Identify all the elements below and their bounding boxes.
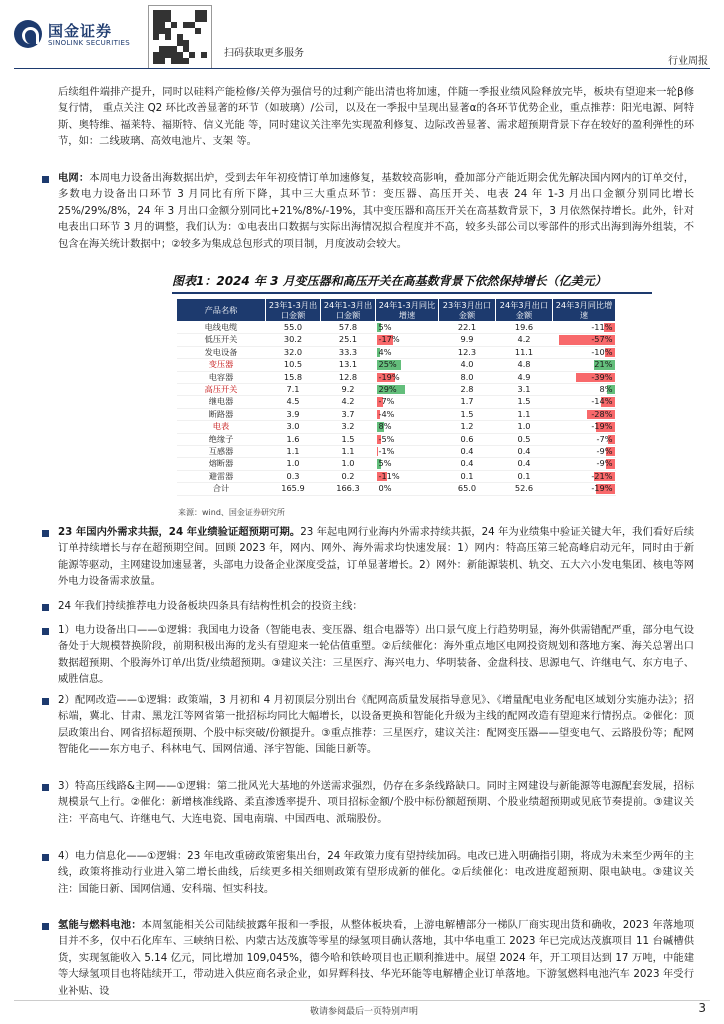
paragraph-distribution: 2）配网改造——①逻辑：政策端，3 月初和 4 月初顶层分别出台《配网高质量发展指导意见》、《增量配电业务配电区域划分实施办法》；招标端，冀北、甘肃、黑龙江等网省第一批招标均同比大幅增长，以设备更换和智能化升级为主线的配网改造有望迎来行情拐点。②催化：顶层政策出台、网省招标超预期、个股中标突破/份额提升。③重点推荐：三星医疗，建议关注：配网变压器——望变电气、云路股份等；配网智能化——东方电子、科林电气、国网信通、泽宇智能、国能日新等。 [58,694,694,756]
table-header: 24年1-3月同比增速 [376,299,439,322]
table-cell: 65.0 [439,483,496,495]
growth-bar-label: 8% [599,384,613,395]
growth-bar-cell [376,396,439,408]
table-cell: 12.3 [439,346,496,358]
table-cell: 11.1 [496,346,553,358]
figure-title-text: 图表1：2024 年 3 月变压器和高压开关在高基数背景下依然保持增长（亿美元） [172,274,607,288]
qr-module [153,34,159,40]
growth-bar-label: -11% [591,322,613,332]
table-cell: 30.2 [266,334,321,346]
paragraph-uhv: 3）特高压线路&主网——①逻辑：第二批风光大基地的外送需求强烈，仍存在多条线路缺口。同时主网建设与新能源等电源配套发展，招标规模景气上行。②催化：新增核准线路、柔直渗透率提升、项目招标金额/个股中标份额超预期、个股业绩超预期或见底节奏提前。③建议关注：平高电气、许继电气、大连电瓷、国电南瑞、中国西电、派瑞股份。 [58,780,694,825]
table-cell: 发电设备 [177,346,266,358]
table-cell: 4.9 [496,371,553,383]
figure-title [172,270,652,294]
paragraph-hydrogen [58,917,694,997]
growth-bar-label: -4% [378,408,395,419]
bullet-icon [42,854,49,861]
table-cell: 断路器 [177,408,266,420]
table-cell: 19.6 [496,322,553,334]
growth-bar-cell [553,470,616,482]
growth-bar-label: -19% [591,421,613,432]
qr-module [183,58,189,64]
table-header: 24年3月出口金额 [496,299,553,322]
table-cell: 0.4 [439,458,496,470]
table-cell: 1.0 [496,421,553,433]
table-cell: 高压开关 [177,384,266,396]
bullet-icon [42,176,49,183]
table-cell: 32.0 [266,346,321,358]
table-header: 23年3月出口金额 [439,299,496,322]
qr-module [165,34,171,40]
growth-bar-label: -19% [378,371,400,382]
growth-bar-label: 5% [378,322,392,332]
growth-bar-label: 4% [378,346,392,357]
table-cell: 1.7 [439,396,496,408]
table-cell: 1.5 [321,433,376,445]
table-cell: 1.0 [266,458,321,470]
brand-name-en: SINOLINK SECURITIES [48,39,130,47]
table-cell: 33.3 [321,346,376,358]
growth-bar-cell [376,408,439,420]
page-number: 3 [698,1001,706,1015]
table-cell: 电线电缆 [177,322,266,334]
growth-bar-cell [553,359,616,371]
table-cell: 12.8 [321,371,376,383]
brand-logo-icon [14,20,42,48]
growth-bar-cell [376,446,439,458]
table-cell: 0.4 [439,446,496,458]
bullet-icon [42,923,49,930]
growth-bar-cell [376,470,439,482]
table-cell: 继电器 [177,396,266,408]
growth-bar-label: -21% [591,470,613,481]
table-row [177,433,616,445]
table-cell: 9.2 [321,384,376,396]
table-cell: 0.5 [496,433,553,445]
table-cell: 15.8 [266,371,321,383]
paragraph-grid-lead: 电网： [58,172,90,184]
table-cell: 0.6 [439,433,496,445]
table-cell: 3.1 [496,384,553,396]
table-cell: 1.0 [321,458,376,470]
table-cell: 绝缘子 [177,433,266,445]
table-row [177,359,616,371]
growth-bar-cell [376,371,439,383]
paragraph-mainlines: 24 年我们持续推荐电力设备板块四条具有结构性机会的投资主线： [58,600,363,612]
table-cell: 0.4 [496,458,553,470]
paragraph-solar: 后续组件端排产提升，同时以硅料产能检修/关停为强信号的过剩产能出清也将加速，伴随一季报业绩风险释放完毕，板块有望迎来一轮β修复行情， 重点关注 Q2 环比改善显著的环节（如玻璃）/公司，以及在一季报中呈现出显著α的各环节优势企业，重点推荐：阳光电源、阿特斯、奥特维、福莱特、福斯特、信义光能 等，同时建议关注率先实现盈利修复、边际改善显著、需求超预期背景下存在较好的盈利弹性的环节，如：二线玻璃、高效电池片、支架 等。 [58,86,694,148]
table-cell: 1.1 [496,408,553,420]
table-cell: 13.1 [321,359,376,371]
qr-module [195,28,201,34]
table-cell: 0.2 [321,470,376,482]
growth-bar-cell [553,421,616,433]
qr-code-icon[interactable] [148,5,212,69]
growth-bar-label: -14% [591,396,613,407]
growth-bar-label: -10% [591,346,613,357]
table-row [177,470,616,482]
paragraph-hydrogen-lead: 氢能与燃料电池： [58,919,142,931]
growth-bar-label: -28% [591,408,613,419]
table-header: 23年1-3月出口金额 [266,299,321,322]
growth-bar-label: 29% [378,384,397,395]
table-row [177,458,616,470]
growth-bar-cell [553,334,616,346]
table-row [177,322,616,334]
growth-bar-cell [553,346,616,358]
growth-bar-cell [553,446,616,458]
table-cell: 1.2 [439,421,496,433]
table-cell: 避雷器 [177,470,266,482]
table-cell: 4.5 [266,396,321,408]
growth-bar-cell [376,334,439,346]
table-cell: 9.9 [439,334,496,346]
growth-bar-cell [376,483,439,495]
table-cell: 57.8 [321,322,376,334]
table-cell: 0.3 [266,470,321,482]
table-cell: 22.1 [439,322,496,334]
growth-bar-label: -39% [591,371,613,382]
growth-bar-cell [376,359,439,371]
table-cell: 3.0 [266,421,321,433]
growth-bar-label: -7% [596,433,613,444]
export-table [176,298,616,496]
paragraph-export: 1）电力设备出口——①逻辑：我国电力设备（智能电表、变压器、组合电器等）出口景气度上行趋势明显，海外供需错配严重，部分电气设备处于大规模替换阶段，前期积极出海的龙头有望迎来一轮估值重塑。②后续催化：海外重点地区电网投资规划和落地方案、海关总署出口数据超预期、个股海外订单/出货/业绩超预期。③建议关注：三星医疗、海兴电力、华明装备、金盘科技、思源电气、许继电气、东方电子、威胜信息。 [58,624,694,686]
brand-name-cn: 国金证券 [48,22,113,40]
qr-label: 扫码获取更多服务 [224,48,304,59]
growth-bar-cell [553,371,616,383]
growth-bar-cell [376,458,439,470]
table-cell: 4.2 [496,334,553,346]
report-type: 行业周报 [668,56,708,67]
growth-bar-cell [376,346,439,358]
table-cell: 7.1 [266,384,321,396]
footer-disclaimer: 敬请参阅最后一页特别声明 [310,1007,419,1017]
growth-bar-cell [553,384,616,396]
table-row [177,371,616,383]
table-cell: 25.1 [321,334,376,346]
table-header-row [177,299,616,322]
growth-bar-label: -11% [378,470,400,481]
table-header: 产品名称 [177,299,266,322]
growth-bar-label: 5% [378,458,392,469]
growth-bar-label: 0% [378,483,392,494]
table-cell: 熔断器 [177,458,266,470]
figure-source: 来源：wind、国金证券研究所 [178,508,285,517]
table-cell: 3.2 [321,421,376,433]
table-row [177,483,616,495]
growth-bar-label: 21% [594,359,613,370]
growth-bar-cell [553,396,616,408]
table-row [177,446,616,458]
paragraph-hydrogen-body: 本周氢能相关公司陆续披露年报和一季报，从整体板块看，上游电解槽部分一梯队厂商实现出货和确收，2023 年落地项目并不多，仅中石化库车、三峡纳日松、内蒙古达茂旗等零星的绿氢项目确认落地，其中华电重工 2023 年已完成达茂旗项目 11 台碱槽供货，实现氢能收入 5.14 亿元，同比增加 109,045%，德今哈和铁岭项目也正顺利推进中。展望 2024 年，开工项目达到 17 万吨，中能建等大绿氢项目也将陆续开工，带动进入供应商名录企业，如昇辉科技、华光环能等电解槽企业订单落地。下游氢燃料电池汽车 2023 年受行业补贴、设 [58,919,694,997]
table-cell: 0.4 [496,446,553,458]
qr-module [201,16,207,22]
table-cell: 55.0 [266,322,321,334]
table-row [177,408,616,420]
bullet-icon [42,784,49,791]
qr-module [189,52,195,58]
table-cell: 4.2 [321,396,376,408]
growth-bar-cell [376,433,439,445]
table-cell: 变压器 [177,359,266,371]
table-cell: 52.6 [496,483,553,495]
table-cell: 0.1 [439,470,496,482]
growth-bar-cell [553,408,616,420]
growth-bar-cell [376,322,439,334]
bullet-icon [42,698,49,705]
table-cell: 电容器 [177,371,266,383]
growth-bar-cell [376,421,439,433]
paragraph-grid [58,170,694,252]
qr-module [171,22,177,28]
paragraph-demand-lead: 23 年国内外需求共振，24 年业绩验证超预期可期。 [58,526,301,538]
table-cell: 1.1 [321,446,376,458]
bullet-icon [42,530,49,537]
table-row [177,421,616,433]
table-cell: 4.0 [439,359,496,371]
table-cell: 2.8 [439,384,496,396]
table-header: 24年1-3月出口金额 [321,299,376,322]
table-cell: 166.3 [321,483,376,495]
paragraph-demand-body: 23 年起电网行业海内外需求持续共振，24 年为业绩集中验证关键大年，我们看好后续订单持续增长与存在超预期空间。回顾 2023 年，网内、网外、海外需求均快速发展：1）网内：特高压第三轮高峰启动元年，同时由于新能源等驱动，主网建设加速显著，头部电力设备企业深度受益，订单显著增长。2）网外：新能源装机、轨交、五大六小发电集团、核电等网外电力设备需求放量。 [58,526,695,588]
growth-bar-label: -9% [596,446,613,457]
growth-bar-cell [553,458,616,470]
table-cell: 4.8 [496,359,553,371]
table-cell: 0.1 [496,470,553,482]
paragraph-informatization: 4）电力信息化——①逻辑：23 年电改重磅政策密集出台，24 年政策力度有望持续加码。电改已进入明确指引期，将成为未来至少两年的主线，政策将推动行业进入第二增长曲线，后续更多相关细则政策有望形成新的催化。②后续催化：电改进度超预期、限电缺电。③建议关注：国能日新、国网信通、安科瑞、恒实科技。 [58,850,694,895]
table-cell: 电表 [177,421,266,433]
growth-bar-label: -1% [378,446,395,457]
table-cell: 3.9 [266,408,321,420]
growth-bar-label: -7% [378,396,395,407]
table-cell: 低压开关 [177,334,266,346]
table-cell: 1.5 [439,408,496,420]
table-cell: 165.9 [266,483,321,495]
table-cell: 10.5 [266,359,321,371]
qr-module [159,58,165,64]
growth-bar-label: -5% [378,433,395,444]
growth-bar-label: -17% [378,334,400,345]
growth-bar-label: 8% [378,421,392,432]
growth-bar-cell [553,483,616,495]
table-cell: 互感器 [177,446,266,458]
table-cell: 3.7 [321,408,376,420]
table-row [177,346,616,358]
growth-bar-label: 25% [378,359,397,370]
table-cell: 合计 [177,483,266,495]
growth-bar-label: -57% [591,334,613,345]
table-cell: 1.5 [496,396,553,408]
table-header: 24年3月同比增速 [553,299,616,322]
bullet-icon [42,628,49,635]
table-cell: 1.1 [266,446,321,458]
table-cell: 8.0 [439,371,496,383]
growth-bar-cell [553,433,616,445]
footer-divider [14,1000,710,1001]
table-row [177,384,616,396]
table-body [177,322,616,496]
brand-logo [14,18,144,58]
growth-bar-cell [553,322,616,334]
table-row [177,396,616,408]
paragraph-demand [58,524,694,590]
qr-module [201,52,207,58]
growth-bar-label: -9% [596,458,613,469]
table-row [177,334,616,346]
growth-bar-label: -19% [591,483,613,494]
header-divider [14,68,710,69]
growth-bar-cell [376,384,439,396]
paragraph-grid-body: 本周电力设备出海数据出炉，受到去年年初疫情订单加速修复，基数较高影响，叠加部分产能近期会优先解决国内网内的订单交付，多数电力设备出口环节 3 月同比有所下降，其中三大重点环节：变压器、高压开关、电表 24 年 1-3 月出口金额分别同比增长 25%/29%/8%，24 年 3 月出口金额分别同比+21%/8%/-19%，其中变压器和高压开关在高基数背景下，3 月依然保持增长。此外，针对电表出口环节 3 月的调整，我们认为：①电表出口数据与实际出海情况拟合程度并不高，较多头部公司以零部件的形式出海到海外组装，不包含在海关统计数据中；②较多为集成总包形式的项目制，月度波动会较大。 [58,172,695,250]
bullet-icon [42,604,49,611]
table-cell: 1.6 [266,433,321,445]
